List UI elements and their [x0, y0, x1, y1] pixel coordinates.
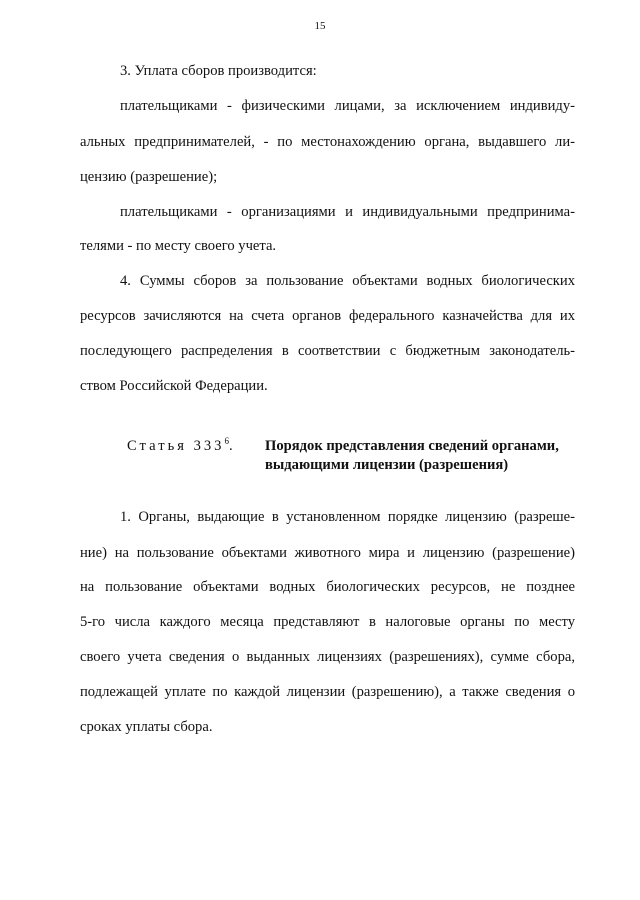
article-para-line6: подлежащей уплате по каждой лицензии (разрешению), а также сведения о	[80, 684, 575, 700]
section-3-para2-line1: плательщиками - организациями и индивидуальными предпринима-	[120, 204, 575, 220]
article-title-line1: Порядок представления сведений органами,	[265, 438, 559, 454]
article-label-text: Статья 333	[127, 437, 225, 454]
article-para-line5: своего учета сведения о выданных лицензиях (разрешениях), сумме сбора,	[80, 649, 575, 665]
section-3-para1-line2: альных предпринимателей, - по местонахождению органа, выдавшего ли-	[80, 134, 575, 150]
article-title-line2: выдающими лицензии (разрешения)	[265, 457, 509, 473]
article-para-line3: на пользование объектами водных биологических ресурсов, не позднее	[80, 579, 575, 595]
article-label-suffix: .	[228, 437, 236, 454]
section-3-para2-line2: телями - по месту своего учета.	[80, 238, 277, 254]
article-para-line4: 5-го числа каждого месяца представляют в налоговые органы по месту	[80, 614, 575, 630]
article-para-line2: ние) на пользование объектами животного мира и лицензию (разрешение)	[80, 545, 575, 561]
article-label	[127, 436, 236, 455]
section-4-line4: ством Российской Федерации.	[80, 378, 268, 394]
section-4-line2: ресурсов зачисляются на счета органов федерального казначейства для их	[80, 308, 575, 324]
page-number: 15	[314, 20, 326, 32]
section-4-line3: последующего распределения в соответствии с бюджетным законодатель-	[80, 343, 575, 359]
article-para-line7: сроках уплаты сбора.	[80, 719, 213, 735]
section-3-para1-line1: плательщиками - физическими лицами, за исключением индивиду-	[120, 98, 575, 114]
section-4-line1: 4. Суммы сборов за пользование объектами водных биологических	[120, 273, 575, 289]
article-para-line1: 1. Органы, выдающие в установленном порядке лицензию (разреше-	[120, 509, 575, 525]
section-3-para1-line3: цензию (разрешение);	[80, 169, 218, 185]
article-superscript: 6	[224, 436, 229, 446]
section-3-heading: 3. Уплата сборов производится:	[120, 63, 317, 79]
